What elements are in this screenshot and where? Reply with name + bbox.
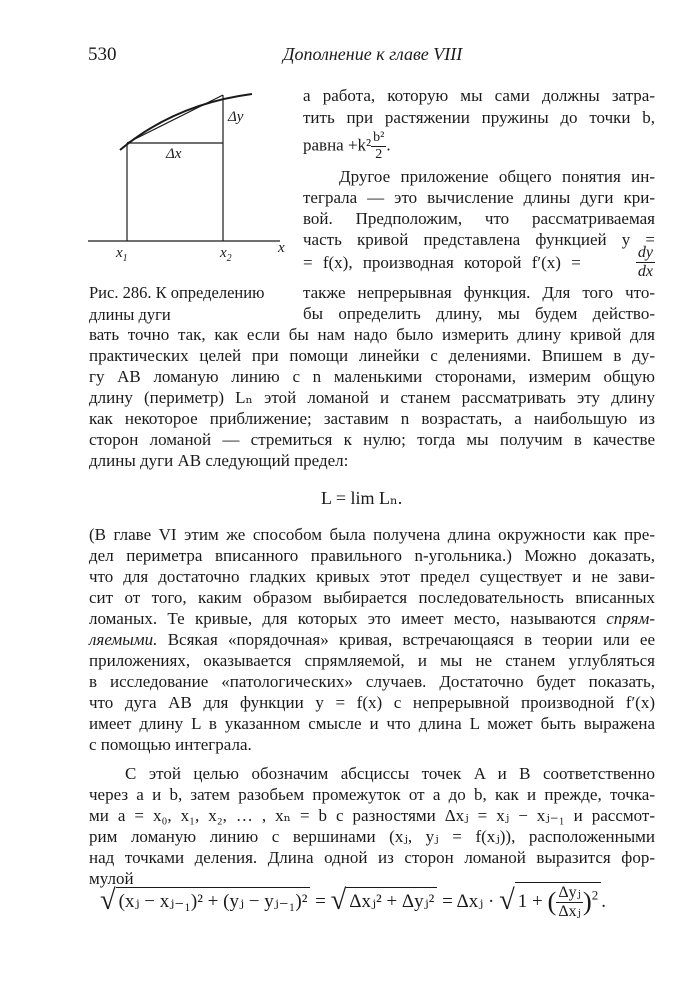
text-line bbox=[89, 629, 655, 650]
page-number: 530 bbox=[88, 44, 117, 65]
figure-diagram bbox=[80, 86, 295, 261]
text-line: теграла — это вычисление длины дуги кри- bbox=[303, 188, 655, 207]
radicand-3: 1 + ( $\frac{\text{Δyⱼ}}{\text{Δxⱼ}}$ )$^2$ bbox=[515, 882, 601, 920]
figure-arc-length bbox=[80, 86, 295, 276]
fraction bbox=[636, 245, 655, 280]
text-line: тить при растяжении пружины до точки b, bbox=[303, 108, 655, 127]
fraction-numerator: b² bbox=[373, 130, 385, 145]
text-line: вать точно так, как если бы нам надо было измерить длину кривой для bbox=[89, 325, 655, 344]
text-line: сторон ломаной — стремиться к нулю; тогда мы получим в качестве bbox=[89, 430, 655, 449]
label-dx: Δx bbox=[166, 146, 182, 162]
equals-sign: = bbox=[315, 890, 326, 912]
caption-line-2: длины дуги bbox=[89, 305, 171, 324]
text-line: в исследование «патологических» случаев. Достаточно будет показать, bbox=[89, 672, 655, 691]
text-line: длину (периметр) Lₙ этой ломаной и станем рассматривать эту длину bbox=[89, 388, 655, 407]
text-line: (В главе VI этим же способом была получена длина окружности как пре- bbox=[89, 525, 655, 544]
fraction-numerator: Δyⱼ bbox=[558, 884, 581, 901]
fraction bbox=[556, 885, 583, 920]
equation-segment-length bbox=[100, 882, 606, 920]
chord bbox=[127, 95, 223, 143]
fraction-denominator: dx bbox=[637, 263, 653, 280]
equation-fragment: = Δxⱼ · bbox=[442, 890, 495, 912]
equation-fragment: 1 + bbox=[517, 890, 543, 912]
text-line bbox=[89, 608, 655, 629]
text-fragment: Всякая «порядочная» кривая, встречающаяся в теории или ее bbox=[157, 630, 655, 649]
text-line: бы определить длину, мы будем действо- bbox=[303, 304, 655, 323]
fraction-denominator: 2 bbox=[375, 147, 383, 162]
text-line: что дуга AB для функции y = f(x) с непрерывной производной f′(x) bbox=[89, 693, 655, 712]
text-line: над точками деления. Длина одной из сторон ломаной выразится фор- bbox=[89, 848, 655, 867]
text-line-with-derivative bbox=[303, 245, 655, 280]
text-fragment: ломаных. Те кривые, для которых это имеет место, называются bbox=[89, 609, 607, 628]
text-fragment: = f(x), производная которой f′(x) = bbox=[303, 253, 581, 272]
text-line: приложениях, оказывается спрямляемой, и мы не станем углубляться bbox=[89, 651, 655, 670]
text-line: как некоторое приближение; заставим n возрастать, а наибольшую из bbox=[89, 409, 655, 428]
text-line: имеет длину L в указанном смысле и что длина L может быть выражена bbox=[89, 714, 655, 733]
text-line: через a и b, затем разобьем промежуток от a до b, как и прежде, точка- bbox=[89, 785, 655, 804]
radical-sign: √ bbox=[330, 884, 347, 916]
emphasis: спрям- bbox=[606, 609, 655, 628]
text-line: Другое приложение общего понятия ин- bbox=[339, 167, 655, 186]
text-line: ми a = x₀, x₁, x₂, … , xₙ = b с разностями Δxⱼ = xⱼ − xⱼ₋₁ и рассмот- bbox=[89, 806, 655, 825]
exponent: 2 bbox=[591, 887, 599, 903]
caption-line-1: Рис. 286. К определению bbox=[89, 283, 265, 302]
radicand-2: Δxⱼ² + Δyⱼ² bbox=[346, 887, 437, 913]
running-head: Дополнение к главе VIII bbox=[283, 44, 463, 64]
text-line: вой. Предположим, что рассматриваемая bbox=[303, 209, 655, 228]
text-fragment: равна +k² bbox=[303, 135, 372, 155]
text-line: длины дуги AB следующий предел: bbox=[89, 451, 349, 470]
text-line: дел периметра вписанного правильного n-угольника.) Можно доказать, bbox=[89, 546, 655, 565]
equation-limit: L = lim Lₙ. bbox=[321, 488, 403, 508]
text-line: что для достаточно гладких кривых этот предел существует и не зави- bbox=[89, 567, 655, 586]
text-line: также непрерывная функция. Для того что- bbox=[303, 283, 655, 302]
text-line: практических целей при помощи линейки с делениями. Впишем в ду- bbox=[89, 346, 655, 365]
text-line: гу AB ломаную линию с n маленькими сторонами, измерим общую bbox=[89, 367, 655, 386]
label-x1: $x_1$ bbox=[116, 245, 128, 264]
label-dy: Δy bbox=[228, 109, 244, 125]
text-line: а работа, которую мы сами должны затра- bbox=[303, 86, 655, 105]
fraction bbox=[371, 131, 386, 162]
text-line-with-fraction: равна +k² $\frac{\text{b²}}{2}$ . bbox=[303, 130, 391, 162]
figure-caption bbox=[89, 282, 289, 326]
emphasis: ляемыми. bbox=[89, 630, 158, 649]
text-line: С этой целью обозначим абсциссы точек A и B соответственно bbox=[125, 764, 655, 783]
text-line: сит от того, каким образом выбирается последовательность вписанных bbox=[89, 588, 655, 607]
text-line: мулой bbox=[89, 869, 134, 888]
radicand-1: (xⱼ − xⱼ₋₁)² + (yⱼ − yⱼ₋₁)² bbox=[116, 887, 311, 913]
radical-sign: √ bbox=[100, 884, 116, 916]
text-line: рим ломаную линию с вершинами (xⱼ, yⱼ = f(xⱼ)), расположенными bbox=[89, 827, 655, 846]
period: . bbox=[601, 890, 606, 912]
label-x-axis: x bbox=[278, 240, 285, 256]
label-x2: $x_2$ bbox=[220, 245, 232, 264]
fraction-numerator: dy bbox=[637, 244, 653, 261]
text-line: с помощью интеграла. bbox=[89, 735, 252, 754]
text-line: часть кривой представлена функцией y = bbox=[303, 230, 655, 249]
fraction-denominator: Δxⱼ bbox=[558, 903, 581, 920]
radical-sign: √ bbox=[499, 884, 515, 916]
